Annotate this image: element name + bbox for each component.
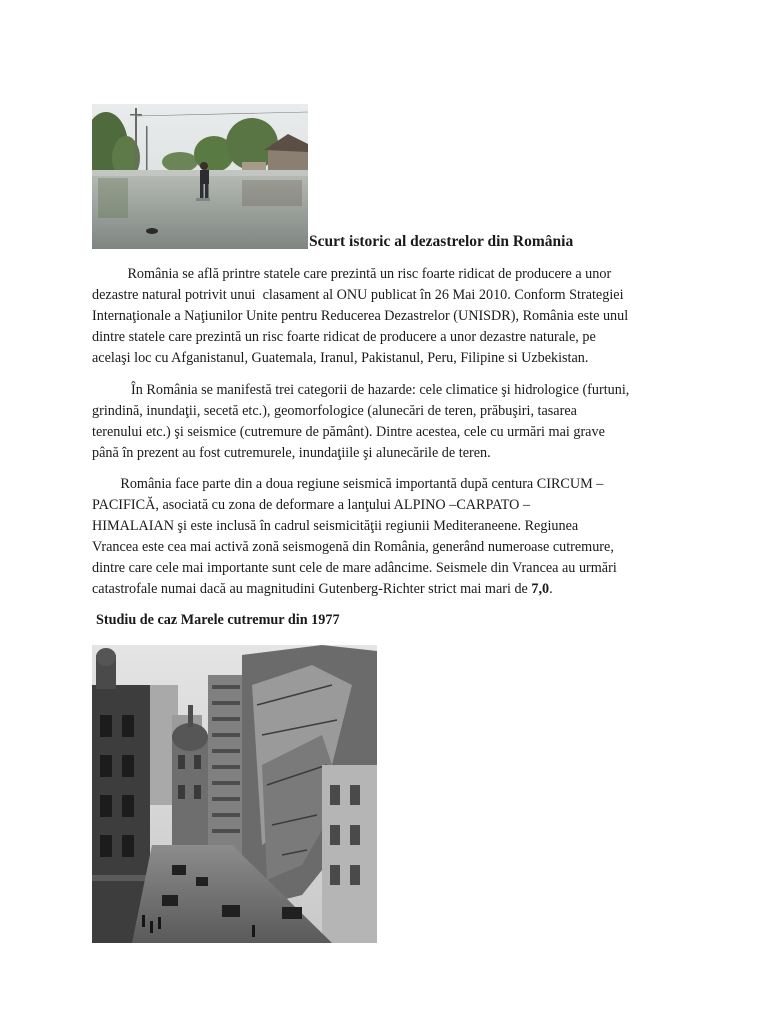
magnitude-value: 7,0	[531, 581, 550, 597]
paragraph-line: dezastre natural potrivit unui clasament al ONU publicat în 26 Mai 2010. Conform Strategiei	[92, 287, 624, 303]
paragraph-line-last	[92, 579, 692, 600]
paragraph-line: România se află printre statele care prezintă un risc foarte ridicat de producere a unor	[92, 266, 612, 282]
paragraph-line: România face parte din a doua regiune seismică importantă după centura CIRCUM –	[92, 476, 604, 492]
paragraph-hazards	[92, 380, 692, 464]
paragraph-line: Internaţionale a Naţiunilor Unite pentru Reducerea Dezastrelor (UNISDR), România este unul	[92, 308, 629, 324]
paragraph-seismic	[92, 474, 692, 600]
paragraph-line-text: catastrofale numai dacă au magnitudini Gutenberg-Richter strict mai mari de	[92, 581, 532, 597]
paragraph-line-end: .	[549, 581, 553, 597]
paragraph-line: grindină, inundaţii, secetă etc.), geomorfologice (alunecări de teren, prăbuşiri, tasarea	[92, 403, 577, 419]
paragraph-line: acelaşi loc cu Afganistanul, Guatemala, Iranul, Pakistanul, Peru, Filipine si Uzbekistan.	[92, 350, 589, 366]
paragraph-line: HIMALAIAN şi este inclusă în cadrul seismicităţii regiunii Mediteraneene. Regiunea	[92, 518, 579, 534]
paragraph-line: dintre care cele mai importante sunt cele de mare adâncime. Seismele din Vrancea au urmări	[92, 560, 617, 576]
paragraph-line: până în prezent au fost cutremurele, inundaţiile şi alunecările de teren.	[92, 445, 491, 461]
flood-photo	[92, 104, 308, 249]
case-study-heading: Studiu de caz Marele cutremur din 1977	[96, 612, 340, 628]
page-title: Scurt istoric al dezastrelor din România	[309, 233, 574, 250]
paragraph-line: dintre statele care prezintă un risc foarte ridicat de producere a unor dezastre naturale, pe	[92, 329, 596, 345]
paragraph-line: PACIFICĂ, asociată cu zona de deformare a lanţului ALPINO –CARPATO –	[92, 497, 531, 513]
earthquake-1977-photo	[92, 645, 377, 943]
paragraph-intro	[92, 264, 692, 369]
paragraph-line: În România se manifestă trei categorii de hazarde: cele climatice şi hidrologice (furtuni,	[92, 382, 630, 398]
paragraph-line: Vrancea este cea mai activă zonă seismogenă din România, generând numeroase cutremure,	[92, 539, 614, 555]
paragraph-line: terenului etc.) şi seismice (cutremure de pământ). Dintre acestea, cele cu urmări mai grave	[92, 424, 605, 440]
